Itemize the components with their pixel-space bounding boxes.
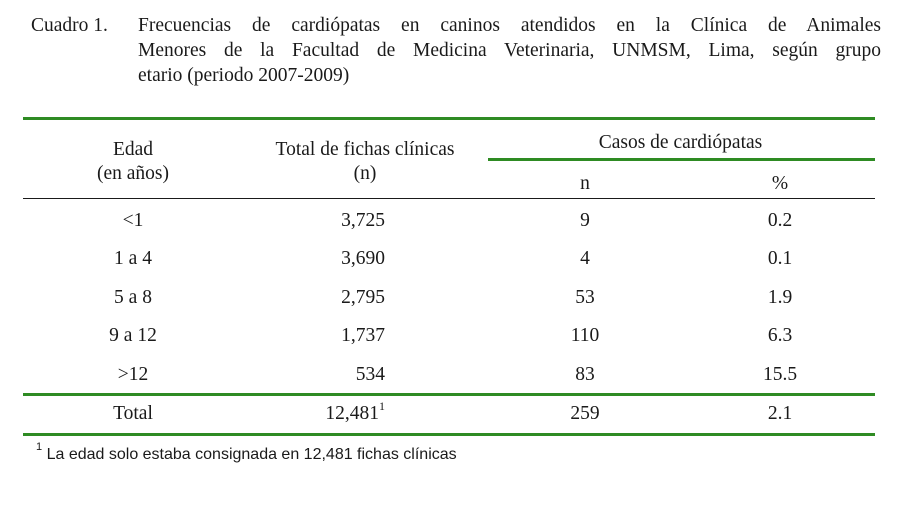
header-total: Total de fichas clínicas <box>275 139 455 160</box>
top-rule <box>23 117 875 120</box>
row-pct: 0.1 <box>767 248 793 269</box>
total-footnote-marker: 1 <box>379 398 385 413</box>
total-separator-rule <box>23 393 875 396</box>
row-n: 83 <box>575 364 595 385</box>
row-total: 3,725 <box>341 210 385 231</box>
total-pct: 2.1 <box>767 403 793 424</box>
row-edad: <1 <box>122 210 144 231</box>
row-total: 1,737 <box>341 325 385 346</box>
footnote-text: La edad solo estaba consignada en 12,481 fichas clínicas <box>46 446 457 463</box>
footnote <box>36 440 457 464</box>
row-pct: 0.2 <box>767 210 793 231</box>
row-edad: >12 <box>117 364 149 385</box>
header-pct: % <box>771 173 789 194</box>
row-n: 53 <box>575 287 595 308</box>
caption-line-3: etario (periodo 2007-2009) <box>138 65 350 86</box>
row-n: 4 <box>580 248 590 269</box>
header-casos: Casos de cardiópatas <box>598 132 763 153</box>
row-edad: 9 a 12 <box>109 325 157 346</box>
total-n: 259 <box>570 403 600 424</box>
total-fichas-value: 12,481 <box>325 403 379 424</box>
row-n: 110 <box>570 325 600 346</box>
header-n: n <box>580 173 590 194</box>
row-edad: 5 a 8 <box>114 287 152 308</box>
caption-line-2: Menores de la Facultad de Medicina Veterinaria, UNMSM, Lima, según grupo <box>138 40 881 61</box>
row-n: 9 <box>580 210 590 231</box>
header-bottom-rule <box>23 198 875 199</box>
total-fichas <box>230 398 385 426</box>
footnote-marker: 1 <box>36 440 43 453</box>
caption-line-1: Frecuencias de cardiópatas en caninos atendidos en la Clínica de Animales <box>138 15 881 36</box>
row-pct: 1.9 <box>767 287 793 308</box>
row-edad: 1 a 4 <box>114 248 152 269</box>
row-pct: 6.3 <box>767 325 793 346</box>
row-pct: 15.5 <box>762 364 798 385</box>
row-total: 3,690 <box>341 248 385 269</box>
header-edad-unit: (en años) <box>96 163 169 184</box>
header-edad: Edad <box>112 139 154 160</box>
bottom-rule <box>23 433 875 436</box>
header-total-unit: (n) <box>353 163 377 184</box>
row-total: 2,795 <box>341 287 385 308</box>
caption-label: Cuadro 1. <box>31 15 108 36</box>
row-total: 534 <box>355 364 385 385</box>
total-label: Total <box>113 403 153 424</box>
casos-underline <box>488 158 875 161</box>
